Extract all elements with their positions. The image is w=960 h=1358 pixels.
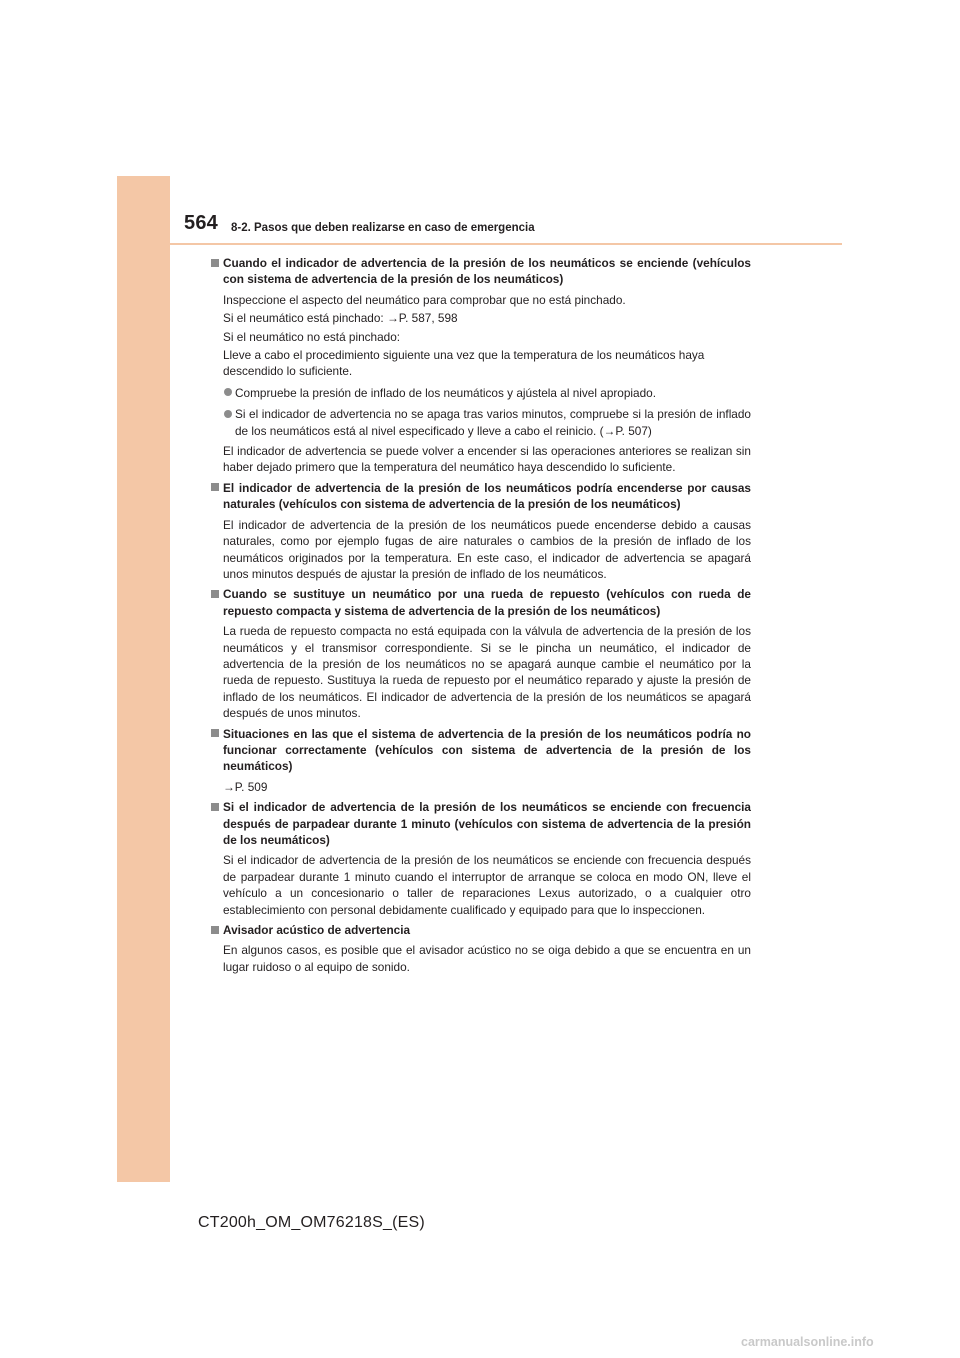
section-heading: El indicador de advertencia de la presión de los neumáticos podría encenderse por causas naturales (vehículos con sistema de advertencia de la presión de los neumáticos) (223, 480, 751, 512)
chapter-color-tab (117, 176, 170, 1182)
section-heading: Avisador acústico de advertencia (223, 923, 411, 938)
square-bullet-icon (211, 803, 219, 811)
square-bullet-icon (211, 590, 219, 598)
paragraph: La rueda de repuesto compacta no está equipada con la válvula de advertencia de la presión de los neumáticos y el transmisor correspondiente. Si se le pincha un neumático, el indicador de advertencia de la presión de los neumáticos no se apagará aunque cambie el neumático por la rueda de repuesto. Sustituya la rueda de repuesto por el neumático reparado y ajuste la presión de inflado de los neumáticos. El indicador de advertencia de la presión de los neumáticos se apagará después de unos minutos. (223, 624, 751, 721)
footer-manual-code: CT200h_OM_OM76218S_(ES) (198, 1214, 425, 1231)
section-frequent-warning (211, 799, 751, 918)
paragraph: Si el neumático no está pinchado: (223, 329, 401, 344)
page-content (211, 255, 751, 979)
section-heading: Si el indicador de advertencia de la presión de los neumáticos se enciende con frecuencia después de parpadear durante 1 minuto (vehículos con sistema de advertencia de la presión de los neumáticos) (223, 800, 751, 847)
page-number: 564 (184, 212, 218, 234)
paragraph: Lleve a cabo el procedimiento siguiente una vez que la temperatura de los neumáticos haya descendido lo suficiente. (223, 348, 705, 379)
paragraph: Si el indicador de advertencia de la presión de los neumáticos se enciende con frecuencia después de parpadear durante 1 minuto cuando el interruptor de arranque se coloca en modo ON, lleve el vehículo a un concesionario o taller de reparaciones Lexus autorizado, o a cualquier otro establecimiento con personal debidamente cualificado y equipado para que lo inspeccionen. (223, 853, 751, 917)
round-bullet-icon (224, 388, 232, 396)
section-system-malfunction (211, 726, 751, 796)
square-bullet-icon (211, 926, 219, 934)
paragraph: El indicador de advertencia de la presión de los neumáticos puede encenderse debido a causas naturales, como por ejemplo fugas de aire naturales o cambios de la presión de inflado de los neumáticos originados por la temperatura. En este caso, el indicador de advertencia se apagará unos minutos después de ajustar la presión de inflado de los neumáticos. (223, 517, 751, 581)
paragraph: Inspeccione el aspecto del neumático para comprobar que no está pinchado. (223, 292, 626, 307)
watermark: carmanualsonline.info (741, 1335, 874, 1349)
list-item (223, 385, 751, 401)
header-rule (170, 243, 842, 245)
list-item-text: Compruebe la presión de inflado de los neumáticos y ajústela al nivel apropiado. (235, 385, 657, 400)
section-heading: Cuando se sustituye un neumático por una rueda de repuesto (vehículos con rueda de repuesto compacta y sistema de advertencia de la presión de los neumáticos) (223, 587, 751, 618)
paragraph: El indicador de advertencia se puede volver a encender si las operaciones anteriores se realizan sin haber dejado primero que la temperatura del neumático haya descendido lo suficiente. (223, 444, 751, 475)
page-reference-link[interactable]: →P. 509 (223, 779, 268, 794)
section-heading: Cuando el indicador de advertencia de la presión de los neumáticos se enciende (vehículos con sistema de advertencia de la presión de los neumáticos) (223, 256, 751, 287)
list-item (223, 406, 751, 439)
section-title: 8-2. Pasos que deben realizarse en caso de emergencia (231, 222, 535, 234)
section-heading: Situaciones en las que el sistema de advertencia de la presión de los neumáticos podría no funcionar correctamente (vehículos con sistema de advertencia de la presión de los neumáticos) (223, 726, 751, 774)
round-bullet-icon (224, 410, 232, 418)
section-spare-tire (211, 586, 751, 721)
section-natural-causes (211, 480, 751, 582)
section-tire-warning-lights-up (211, 255, 751, 476)
paragraph: En algunos casos, es posible que el avisador acústico no se oiga debido a que se encuentra en un lugar ruidoso o al equipo de sonido. (223, 943, 751, 974)
square-bullet-icon (211, 483, 219, 491)
paragraph-link-ref[interactable]: Si el neumático está pinchado: →P. 587, 598 (223, 311, 458, 326)
section-warning-buzzer (211, 922, 751, 975)
square-bullet-icon (211, 259, 219, 267)
list-item-text: Si el indicador de advertencia no se apaga tras varios minutos, compruebe si la presión de inflado de los neumáticos está al nivel especificado y lleve a cabo el reinicio. (→P. 507) (235, 407, 751, 438)
square-bullet-icon (211, 729, 219, 737)
